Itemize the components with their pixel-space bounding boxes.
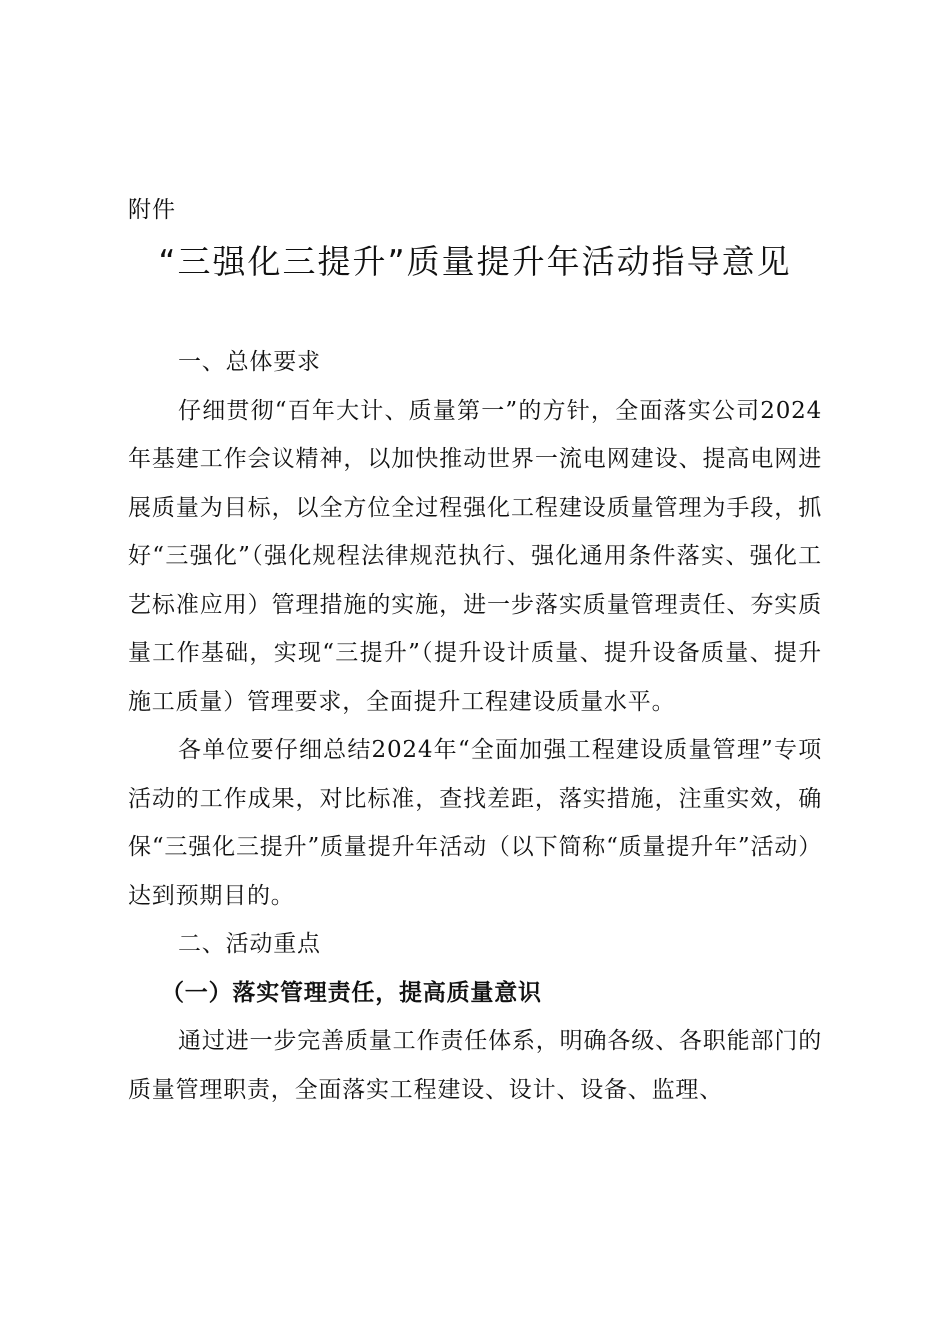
paragraph: 通过进一步完善质量工作责任体系，明确各级、各职能部门的质量管理职责，全面落实工程建设、设计、设备、监理、 [128,1028,822,1103]
section-heading-general-requirements: 一、总体要求 [178,349,321,375]
paragraph: 各单位要仔细总结2024年“全面加强工程建设质量管理”专项活动的工作成果，对比标准，查找差距，落实措施，注重实效，确保“三强化三提升”质量提升年活动（以下简称“质量提升年”活动）达到预期目的。 [128,737,822,909]
document-body [128,338,822,1114]
attachment-label: 附件 [128,197,176,223]
section-heading-activity-focus: 二、活动重点 [178,931,321,957]
section-general-requirements-body [128,387,822,921]
document-title: “三强化三提升”质量提升年活动指导意见 [158,242,792,281]
subsection-heading-management-responsibility: （一）落实管理责任，提高质量意识 [161,979,542,1006]
paragraph: 仔细贯彻“百年大计、质量第一”的方针，全面落实公司2024年基建工作会议精神，以加快推动世界一流电网建设、提高电网进展质量为目标，以全方位全过程强化工程建设质量管理为手段，抓好“三强化”（强化规程法律规范执行、强化通用条件落实、强化工艺标准应用）管理措施的实施，进一步落实质量管理责任、夯实质量工作基础，实现“三提升”（提升设计质量、提升设备质量、提升施工质量）管理要求，全面提升工程建设质量水平。 [128,397,822,715]
subsection-management-responsibility-body [128,1017,822,1114]
